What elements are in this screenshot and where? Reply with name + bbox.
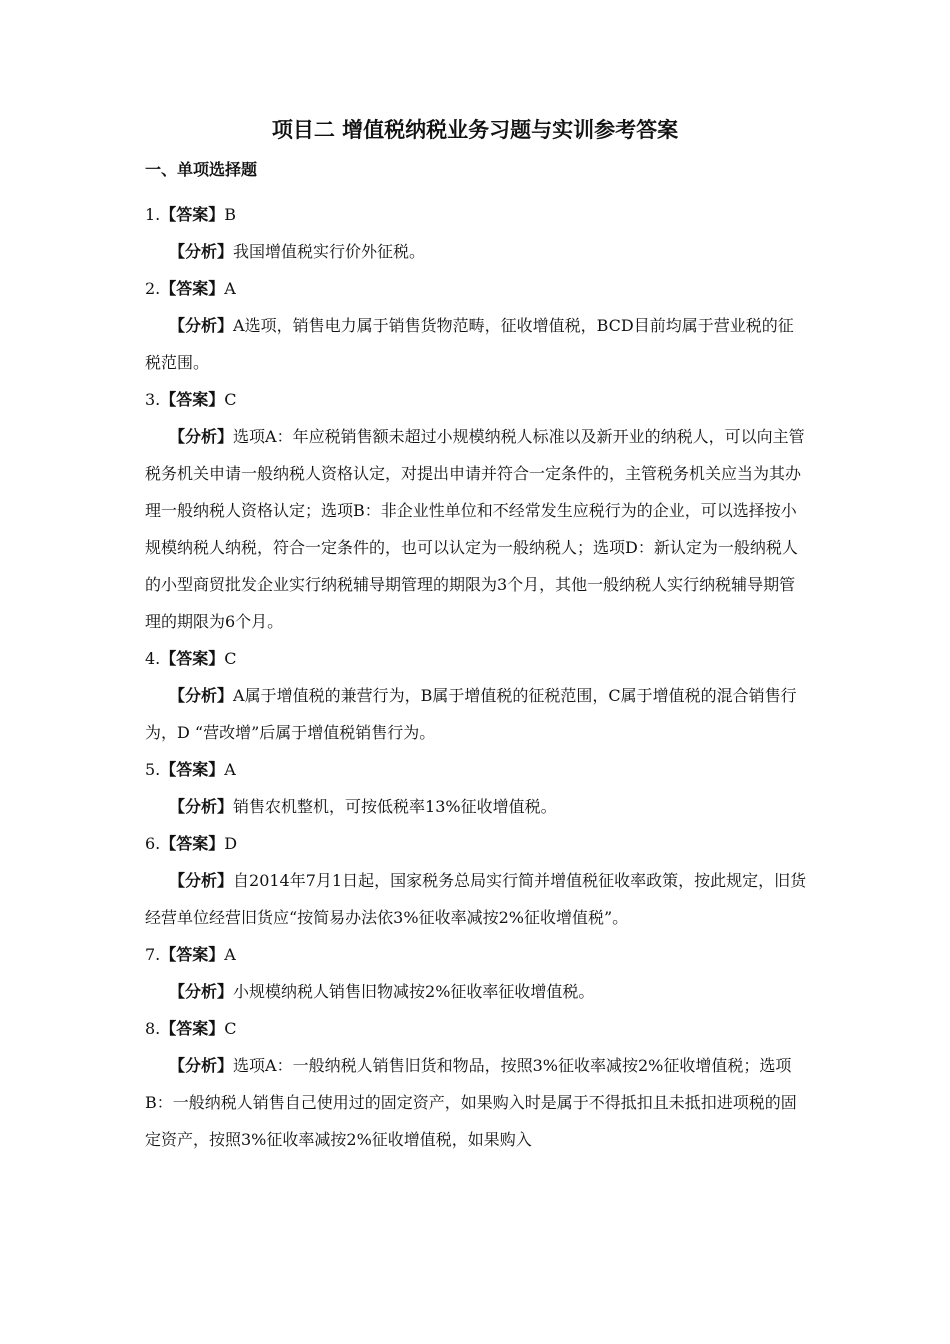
answer-line — [145, 936, 807, 973]
question-item-8 — [145, 1010, 807, 1158]
answer-line — [145, 640, 807, 677]
analysis-text: 选项A：一般纳税人销售旧货和物品，按照3%征收率减按2%征收增值税；选项B：一般纳税人销售自己使用过的固定资产，如果购入时是属于不得抵扣且未抵扣进项税的固定资产，按照3%征收率减按2%征收增值税，如果购入 — [145, 1056, 797, 1149]
question-item-3 — [145, 381, 807, 640]
answer-value: A — [224, 760, 236, 779]
analysis-tag: 【分析】 — [169, 1056, 234, 1075]
question-item-6 — [145, 825, 807, 936]
answer-value: A — [224, 279, 236, 298]
analysis-tag: 【分析】 — [169, 871, 234, 890]
analysis-text: 我国增值税实行价外征税。 — [233, 242, 426, 261]
answer-line — [145, 381, 807, 418]
answer-list — [145, 196, 807, 1158]
question-number: 6. — [145, 834, 161, 853]
answer-tag: 【答案】 — [160, 279, 225, 298]
analysis-paragraph — [145, 973, 807, 1010]
analysis-tag: 【分析】 — [169, 982, 234, 1001]
question-number: 8. — [145, 1019, 161, 1038]
analysis-tag: 【分析】 — [169, 797, 234, 816]
answer-line — [145, 196, 807, 233]
analysis-text: 销售农机整机，可按低税率13%征收增值税。 — [233, 797, 557, 816]
question-number: 4. — [145, 649, 161, 668]
question-item-1 — [145, 196, 807, 270]
answer-tag: 【答案】 — [160, 834, 225, 853]
answer-value: B — [224, 205, 237, 224]
question-number: 3. — [145, 390, 161, 409]
analysis-paragraph — [145, 233, 807, 270]
answer-tag: 【答案】 — [160, 945, 225, 964]
analysis-text: A属于增值税的兼营行为，B属于增值税的征税范围，C属于增值税的混合销售行为，D “营改增”后属于增值税销售行为。 — [145, 686, 797, 742]
analysis-tag: 【分析】 — [169, 427, 234, 446]
analysis-text: 选项A：年应税销售额未超过小规模纳税人标准以及新开业的纳税人，可以向主管税务机关申请一般纳税人资格认定，对提出申请并符合一定条件的，主管税务机关应当为其办理一般纳税人资格认定；选项B：非企业性单位和不经常发生应税行为的企业，可以选择按小规模纳税人纳税，符合一定条件的，也可以认定为一般纳税人；选项D：新认定为一般纳税人的小型商贸批发企业实行纳税辅导期管理的期限为3个月，其他一般纳税人实行纳税辅导期管理的期限为6个月。 — [145, 427, 805, 631]
question-number: 1. — [145, 205, 161, 224]
question-number: 2. — [145, 279, 161, 298]
answer-line — [145, 1010, 807, 1047]
answer-value: D — [224, 834, 238, 853]
answer-value: C — [224, 1019, 237, 1038]
question-item-5 — [145, 751, 807, 825]
analysis-paragraph — [145, 788, 807, 825]
answer-line — [145, 751, 807, 788]
document-title: 项目二 增值税纳税业务习题与实训参考答案 — [271, 118, 679, 142]
answer-line — [145, 825, 807, 862]
question-item-2 — [145, 270, 807, 381]
answer-tag: 【答案】 — [160, 1019, 225, 1038]
answer-tag: 【答案】 — [160, 205, 225, 224]
analysis-text: 小规模纳税人销售旧物减按2%征收率征收增值税。 — [233, 982, 595, 1001]
analysis-tag: 【分析】 — [169, 316, 234, 335]
answer-tag: 【答案】 — [160, 649, 225, 668]
answer-value: A — [224, 945, 236, 964]
question-number: 7. — [145, 945, 161, 964]
analysis-tag: 【分析】 — [169, 686, 234, 705]
analysis-paragraph — [145, 677, 807, 751]
question-item-4 — [145, 640, 807, 751]
question-item-7 — [145, 936, 807, 1010]
answer-tag: 【答案】 — [160, 390, 225, 409]
answer-tag: 【答案】 — [160, 760, 225, 779]
answer-value: C — [224, 649, 237, 668]
analysis-text: A选项，销售电力属于销售货物范畴，征收增值税，BCD目前均属于营业税的征税范围。 — [145, 316, 794, 372]
analysis-tag: 【分析】 — [169, 242, 234, 261]
analysis-paragraph — [145, 418, 807, 640]
answer-value: C — [224, 390, 237, 409]
question-number: 5. — [145, 760, 161, 779]
analysis-paragraph — [145, 307, 807, 381]
answer-line — [145, 270, 807, 307]
section-heading: 一、单项选择题 — [145, 160, 258, 179]
analysis-paragraph — [145, 862, 807, 936]
analysis-text: 自2014年7月1日起，国家税务总局实行简并增值税征收率政策，按此规定，旧货经营单位经营旧货应“按简易办法依3%征收率减按2%征收增值税”。 — [145, 871, 807, 927]
analysis-paragraph — [145, 1047, 807, 1158]
